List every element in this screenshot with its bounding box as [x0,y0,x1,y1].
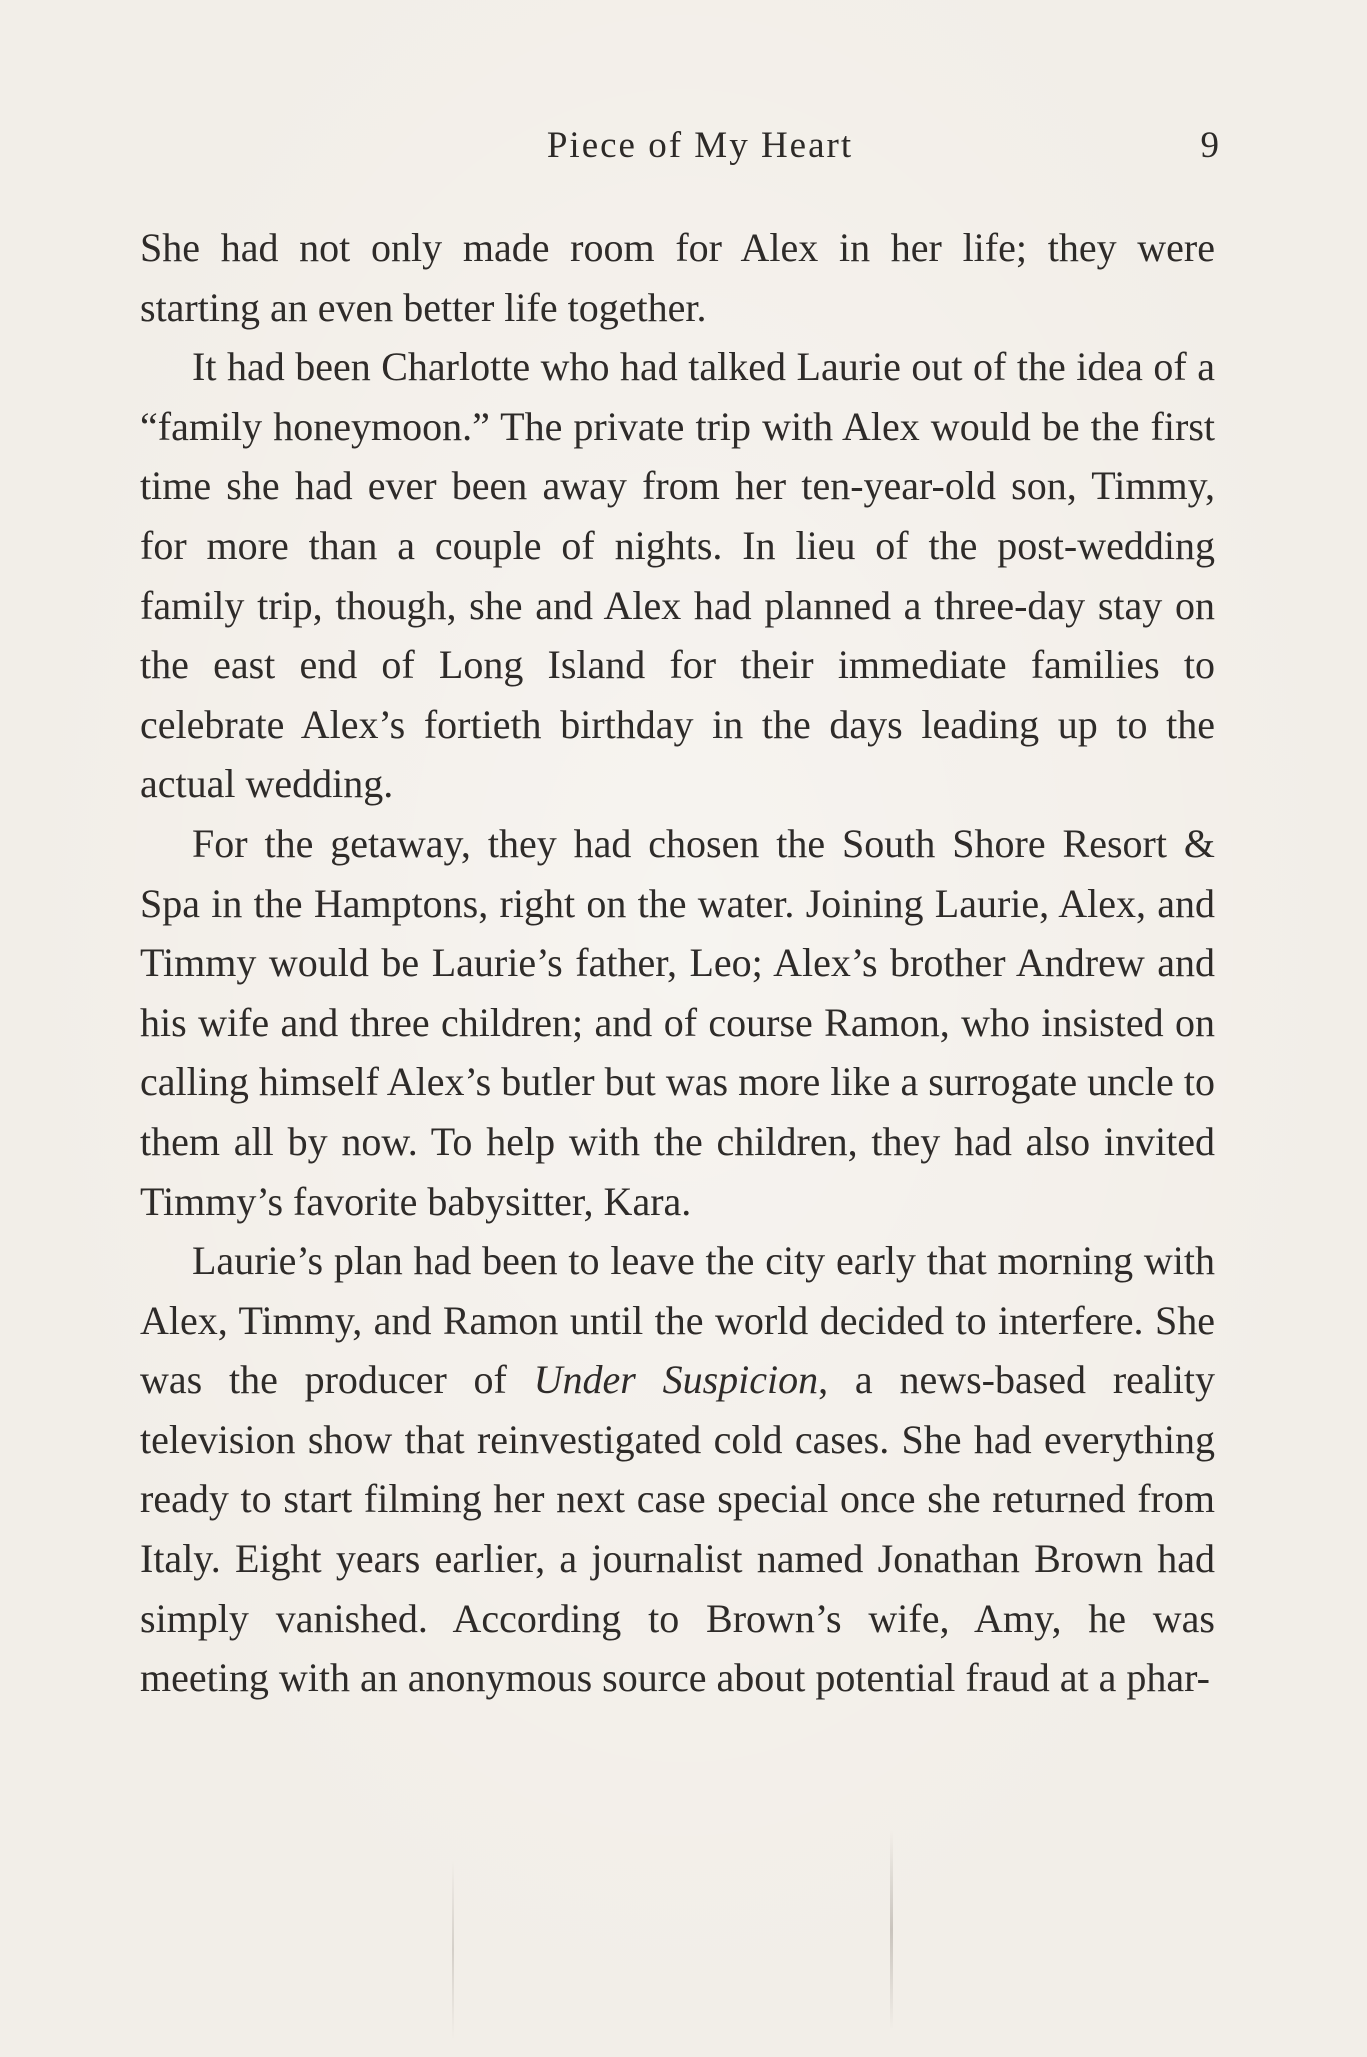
body-text [140,218,1215,1708]
running-title: Piece of My Heart [546,125,854,166]
paragraph-1: She had not only made room for Alex in her life; they were starting an even better life together. [140,225,1215,330]
page-header [0,124,1367,184]
show-title-italic: Under Suspicion [533,1357,819,1403]
paragraph-2: It had been Charlotte who had talked Laurie out of the idea of a “family honeymoon.” The private trip with Alex would be the first time she had ever been away from her ten-year-old son, Timmy, for more than a couple of nights. In lieu of the post-wedding family trip, though, she and Alex had planned a three-day stay on the east end of Long Island for their immediate families to celebrate Alex’s fortieth birthday in the days leading up to the actual wedding. [140,344,1215,807]
paragraph-4-part-1: Laurie’s plan had been to leave the city early that morning with Alex, Timmy, and Ramon until the world decided to interfere. She was the producer of [140,1238,1215,1403]
page-number: 9 [1200,125,1219,166]
paragraph-4 [140,1231,1215,1708]
scan-crease-mark [890,1830,893,2030]
scan-crease-mark [452,1860,454,2040]
paragraph-3: For the getaway, they had chosen the South Shore Resort & Spa in the Hamptons, right on the water. Joining Laurie, Alex, and Timmy would be Laurie’s father, Leo; Alex’s brother Andrew and his wife and three children; and of course Ramon, who insisted on calling himself Alex’s butler but was more like a surrogate uncle to them all by now. To help with the children, they had also invited Timmy’s favorite babysitter, Kara. [140,820,1215,1224]
paragraph-4-part-2: , a news-based reality television show that reinvestigated cold cases. She had everything ready to start filming her next case special once she returned from Italy. Eight years earlier, a journalist named Jonathan Brown had simply vanished. According to Brown’s wife, Amy, he was meeting with an anonymous source about potential fraud at a phar- [140,1357,1215,1701]
